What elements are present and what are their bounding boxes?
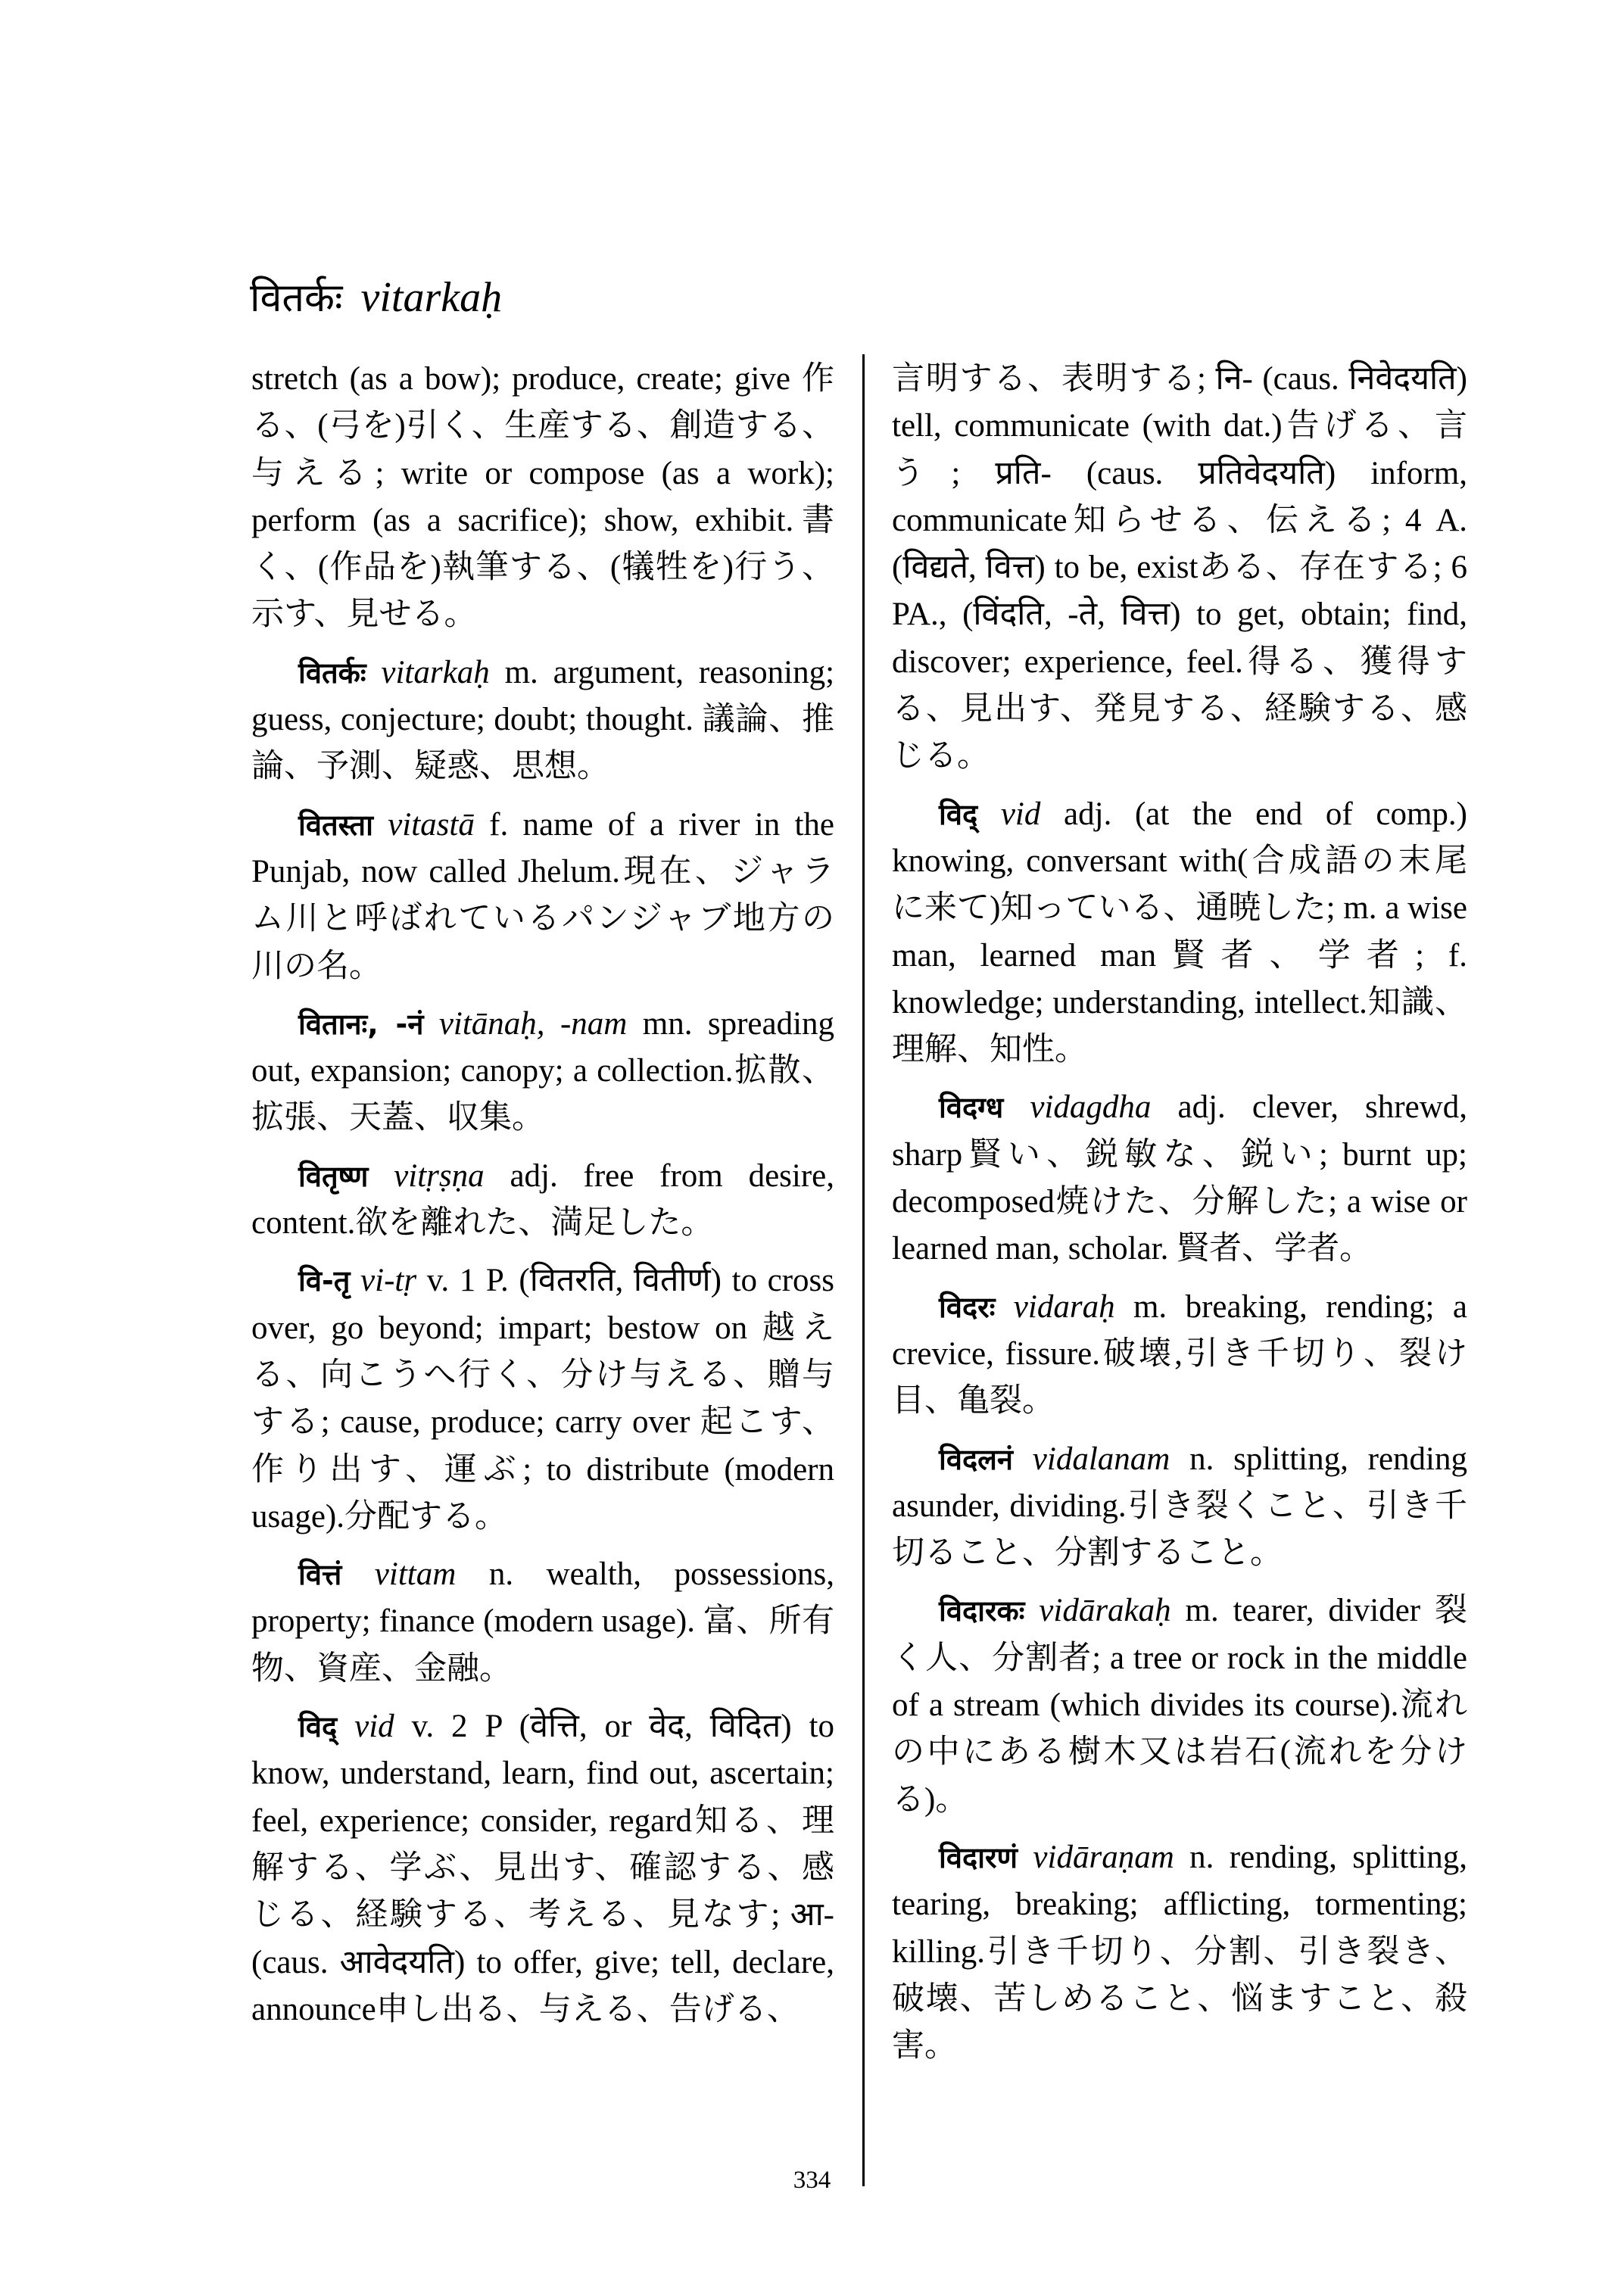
- entry-definition: f. name of a river in the Punjab, now called Jhelum.現在、ジャラム川と呼ばれているパンジャブ地方の川の名。: [251, 806, 835, 984]
- entry-definition: v. 2 P (वेत्ति, or वेद, विदित) to know, understand, learn, find out, ascertain; feel, experience; consider, regard知る、理解する、学ぶ、見出す、確認する、感じる、経験する、考える、見なす; आ- (caus. आवेदयति) to offer, give; tell, declare, announce申し出る、与える、告げる、: [251, 1709, 834, 2027]
- entry-definition: adj. (at the end of comp.) knowing, conversant with(合成語の末尾に来て)知っている、通暁した; m. a wise man, learned man賢者、学者; f. knowledge; understanding, intellect.知識、理解、知性。: [892, 796, 1467, 1068]
- entry-transliteration: vidāraṇam: [1033, 1839, 1174, 1875]
- entry-transliteration: vitarkaḥ: [381, 654, 490, 690]
- entry-headword: विद्: [298, 1710, 338, 1744]
- entry-headword: वितर्कः: [298, 656, 366, 690]
- entry-transliteration: vidaraḥ: [1013, 1288, 1115, 1325]
- right-column: [892, 356, 1467, 2080]
- entry-definition: v. 1 P. (वितरति, वितीर्ण) to cross over, go beyond; impart; bestow on 越える、向こうへ行く、分け与える、贈与する; cause, produce; carry over 起こす、作り出す、運ぶ; to distribute (modern usage).分配する。: [251, 1263, 835, 1534]
- dictionary-entry: [251, 1257, 834, 1541]
- entry-transliteration: vid: [354, 1709, 394, 1745]
- entry-headword: वितृष्ण: [298, 1159, 369, 1193]
- entry-headword: विदलनं: [939, 1442, 1014, 1476]
- entry-transliteration: vitṛṣṇa: [394, 1157, 485, 1194]
- dictionary-entry: [251, 650, 834, 791]
- entry-transliteration: vitastā: [388, 806, 475, 843]
- entry-definition: adj. free from desire, content.欲を離れた、満足した。: [251, 1157, 834, 1242]
- entry-headword: वितस्ता: [298, 808, 373, 842]
- continuation-text: [892, 356, 1467, 780]
- running-head-roman: vitarkaḥ: [360, 274, 503, 321]
- page-number: 334: [793, 2167, 831, 2194]
- entry-transliteration: vid: [1000, 796, 1041, 832]
- entry-headword: विदरः: [939, 1290, 996, 1324]
- entry-text: 言明する、表明する; नि- (caus. निवेदयति) tell, communicate (with dat.)告げる、言う; प्रति- (caus. प्रतिवेदयति) inform, communicate知らせる、伝える; 4 A. (विद्यते, वित्त) to be, existある、存在する; 6 PA., (विंदति, -ते, वित्त) to get, obtain; find, discover; experience, feel.得る、獲得する、見出す、発見する、経験する、感じる。: [892, 361, 1467, 774]
- running-head: [250, 271, 502, 325]
- entry-headword: वित्तं: [298, 1558, 342, 1592]
- dictionary-entry: [892, 1284, 1467, 1425]
- entry-headword: वि-तृ: [298, 1264, 351, 1298]
- entry-definition: mn. spreading out, expansion; canopy; a collection.拡散、拡張、天蓋、収集。: [251, 1005, 835, 1136]
- dictionary-entry: [251, 1153, 834, 1248]
- continuation-text: [251, 356, 834, 639]
- entry-definition: n. wealth, possessions, property; finance (modern usage). 富、所有物、資産、金融。: [251, 1556, 835, 1687]
- entry-transliteration: vittam: [374, 1556, 457, 1593]
- column-divider: [862, 354, 865, 2186]
- dictionary-entry: [892, 1436, 1467, 1578]
- entry-transliteration: vi-tṛ: [360, 1263, 417, 1299]
- entry-headword: विदारणं: [939, 1840, 1018, 1874]
- entry-definition: n. rending, splitting, tearing, breaking; afflicting, tormenting; killing.引き千切り、分割、引き裂き、破壊、苦しめること、悩ますこと、殺害。: [892, 1839, 1468, 2064]
- dictionary-entry: [251, 1551, 834, 1693]
- dictionary-entry: [892, 791, 1467, 1074]
- entry-definition: m. argument, reasoning; guess, conjecture; doubt; thought. 議論、推論、予測、疑惑、思想。: [251, 654, 835, 785]
- dictionary-entry: [251, 802, 834, 990]
- entry-definition: n. splitting, rending asunder, dividing.引き裂くこと、引き千切ること、分割すること。: [892, 1441, 1467, 1572]
- dictionary-entry: [251, 1703, 834, 2033]
- entry-transliteration: vidalanam: [1032, 1441, 1170, 1477]
- running-head-devanagari: वितर्कः: [250, 276, 343, 321]
- dictionary-entry: [892, 1587, 1467, 1823]
- dictionary-entry: [892, 1084, 1467, 1273]
- entry-definition: m. breaking, rending; a crevice, fissure.破壊,引き千切り、裂け目、亀裂。: [892, 1288, 1467, 1419]
- entry-transliteration: vitānaḥ, -nam: [438, 1005, 628, 1042]
- entry-transliteration: vidagdha: [1030, 1089, 1152, 1126]
- left-column: [251, 356, 834, 2044]
- entry-headword: विदारकः: [939, 1594, 1025, 1628]
- entry-transliteration: vidārakaḥ: [1039, 1593, 1171, 1629]
- entry-definition: adj. clever, shrewd, sharp賢い、鋭敏な、鋭い; burnt up; decomposed焼けた、分解した; a wise or learned man, scholar. 賢者、学者。: [892, 1089, 1468, 1267]
- entry-definition: m. tearer, divider 裂く人、分割者; a tree or rock in the middle of a stream (which divides its course).流れの中にある樹木又は岩石(流れを分ける)。: [892, 1593, 1467, 1818]
- dictionary-entry: [892, 1834, 1467, 2070]
- entry-text: stretch (as a bow); produce, create; give 作る、(弓を)引く、生産する、創造する、与える; write or compose (as a work); perform (as a sacrifice); show, exhibit.書く、(作品を)執筆する、(犠牲を)行う、示す、見せる。: [251, 361, 834, 633]
- dictionary-entry: [251, 1001, 834, 1142]
- entry-headword: विदग्ध: [939, 1091, 1004, 1125]
- entry-headword: वितानः, -नं: [298, 1007, 424, 1041]
- entry-headword: विद्: [939, 797, 978, 831]
